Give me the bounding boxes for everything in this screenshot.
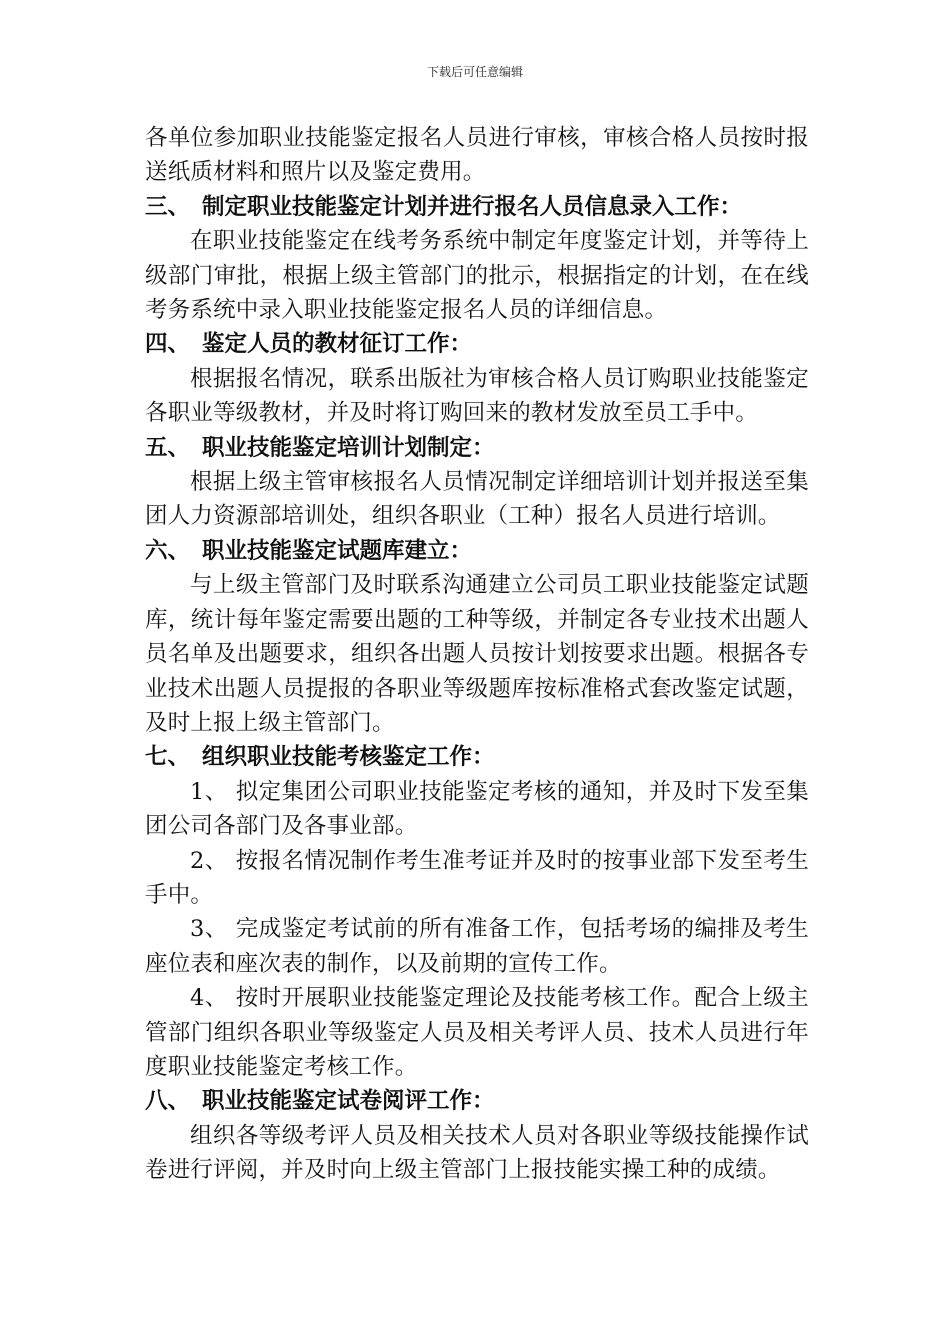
section-title: 职业技能鉴定培训计划制定：: [202, 434, 495, 461]
section-heading-8: [145, 1084, 809, 1118]
section-title: 组织职业技能考核鉴定工作：: [202, 744, 495, 771]
section-body-4: 根据报名情况，联系出版社为审核合格人员订购职业技能鉴定各职业等级教材，并及时将订购回来的教材发放至员工手中。: [145, 365, 809, 427]
section-heading-6: [145, 534, 809, 568]
section-heading-4: [145, 327, 809, 361]
page-header: 下载后可任意编辑: [426, 65, 523, 79]
list-item-number: 4、: [190, 985, 228, 1012]
list-item-text: 按报名情况制作考生准考证并及时的按事业部下发至考生手中。: [145, 847, 809, 908]
section-number: 八、: [145, 1088, 191, 1115]
section-title: 职业技能鉴定试题库建立：: [202, 537, 473, 564]
section-number: 六、: [145, 537, 191, 564]
section-body-6: 与上级主管部门及时联系沟通建立公司员工职业技能鉴定试题库，统计每年鉴定需要出题的工种等级，并制定各专业技术出题人员名单及出题要求，组织各出题人员按计划按要求出题。根据各专业技术出题人员提报的各职业等级题库按标准格式套改鉴定试题，及时上报上级主管部门。: [145, 572, 809, 736]
section-number: 四、: [145, 331, 191, 358]
section-number: 三、: [145, 193, 191, 220]
list-item-text: 完成鉴定考试前的所有准备工作，包括考场的编排及考生座位表和座次表的制作，以及前期的宣传工作。: [145, 916, 809, 977]
list-item-number: 2、: [190, 847, 228, 874]
list-item-text: 按时开展职业技能鉴定理论及技能考核工作。配合上级主管部门组织各职业等级鉴定人员及相关考评人员、技术人员进行年度职业技能鉴定考核工作。: [145, 985, 809, 1080]
list-item-3: [145, 912, 809, 981]
section-body-5: 根据上级主管审核报名人员情况制定详细培训计划并报送至集团人力资源部培训处，组织各职业（工种）报名人员进行培训。: [145, 469, 809, 530]
continuation-paragraph: 各单位参加职业技能鉴定报名人员进行审核，审核合格人员按时报送纸质材料和照片以及鉴定费用。: [145, 125, 809, 186]
list-item-4: [145, 981, 809, 1084]
list-item-1: [145, 775, 809, 844]
section-title: 鉴定人员的教材征订工作：: [202, 331, 473, 358]
section-heading-3: [145, 190, 809, 224]
list-item-number: 3、: [190, 916, 228, 943]
section-body-3: 在职业技能鉴定在线考务系统中制定年度鉴定计划，并等待上级部门审批，根据上级主管部门的批示，根据指定的计划，在在线考务系统中录入职业技能鉴定报名人员的详细信息。: [145, 228, 809, 324]
section-number: 七、: [145, 744, 191, 771]
document-body: [145, 121, 809, 1188]
list-item-2: [145, 844, 809, 913]
list-item-text: 拟定集团公司职业技能鉴定考核的通知，并及时下发至集团公司各部门及各事业部。: [145, 778, 809, 840]
section-heading-5: [145, 431, 809, 465]
section-heading-7: [145, 740, 809, 774]
section-title: 职业技能鉴定试卷阅评工作：: [202, 1088, 495, 1115]
section-title: 制定职业技能鉴定计划并进行报名人员信息录入工作：: [202, 193, 743, 220]
section-number: 五、: [145, 434, 191, 461]
list-item-number: 1、: [190, 778, 228, 805]
section-body-8: 组织各等级考评人员及相关技术人员对各职业等级技能操作试卷进行评阅，并及时向上级主管部门上报技能实操工种的成绩。: [145, 1122, 809, 1184]
